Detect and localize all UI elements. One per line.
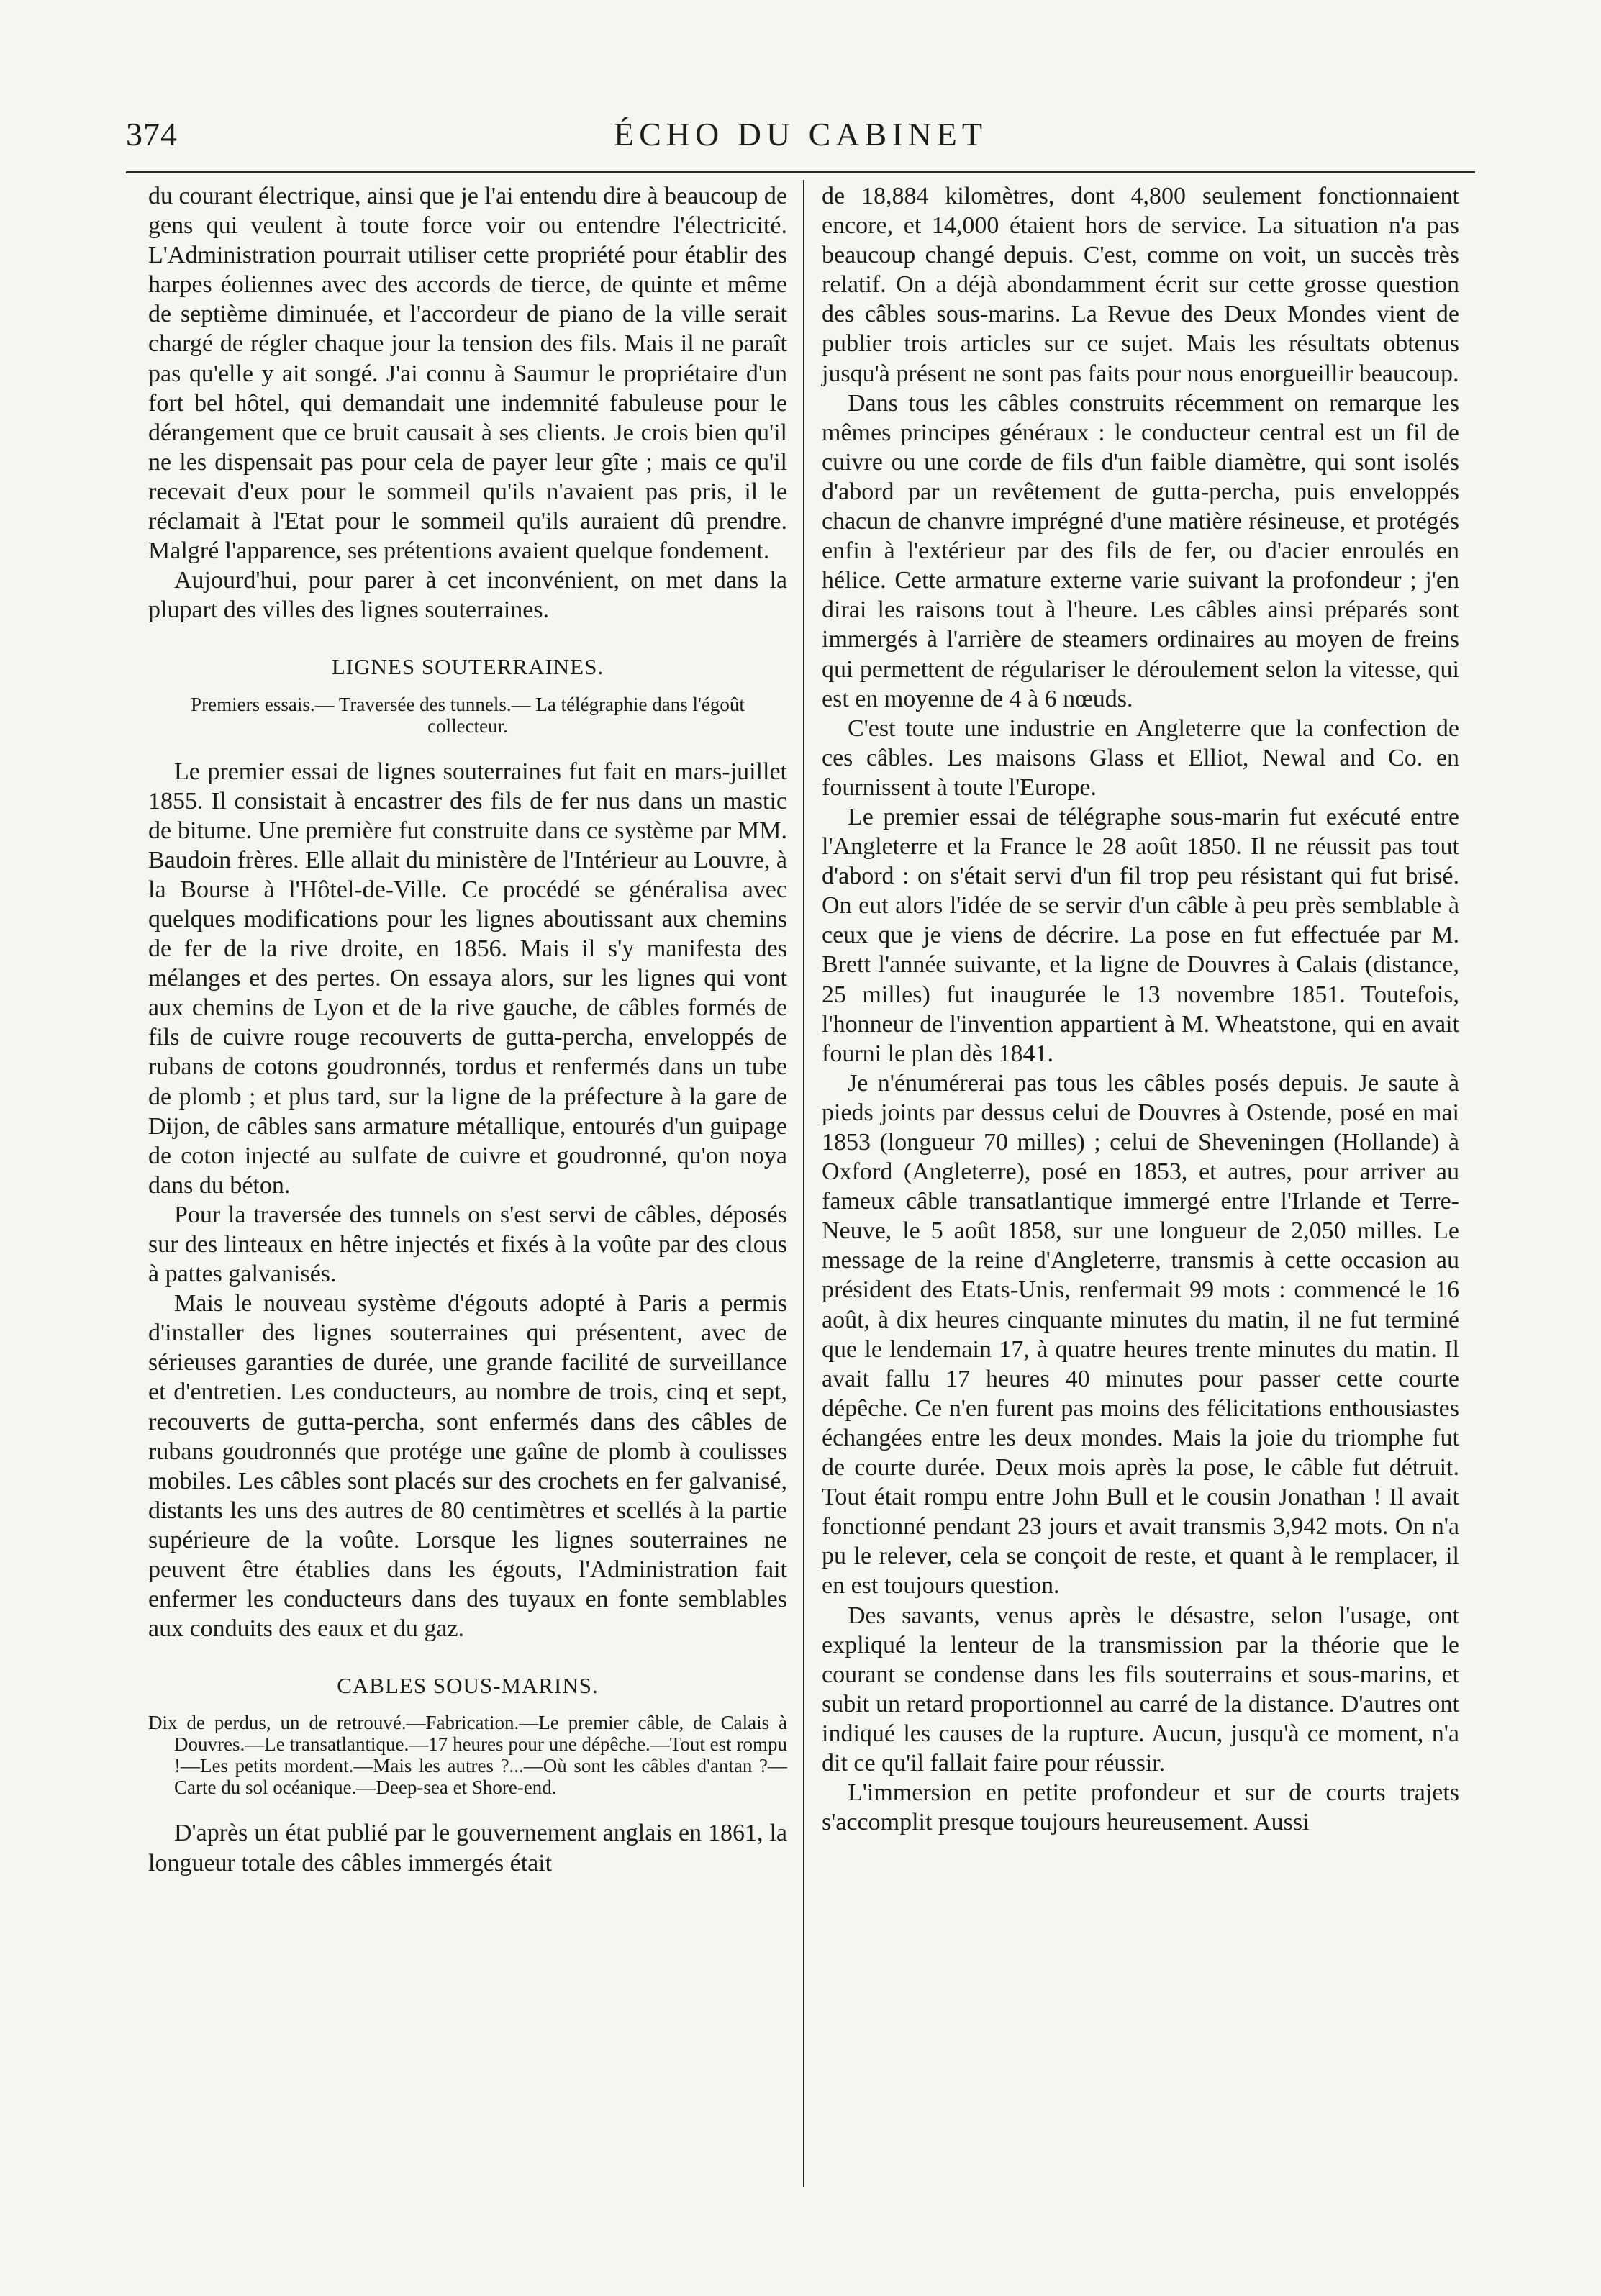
running-title: ÉCHO DU CABINET <box>614 116 987 153</box>
header-rule <box>126 171 1475 173</box>
left-column <box>148 181 787 1878</box>
paragraph: L'immersion en petite profondeur et sur de courts trajets s'accomplit presque toujours heureusement. Aussi <box>822 1779 1459 1836</box>
right-column <box>822 181 1459 1837</box>
section-title: LIGNES SOUTERRAINES. <box>331 654 604 680</box>
paragraph: Le premier essai de lignes souterraines fut fait en mars-juillet 1855. Il consistait à encastrer des fils de fer nus dans un mastic de bitume. Une première fut construite dans ce système par MM. Baudoin frères. Elle allait du ministère de l'Intérieur au Louvre, à la Bourse à l'Hôtel-de-Ville. Ce procédé se généralisa avec quelques modifications pour les lignes aboutissant aux chemins de fer de la rive droite, en 1856. Mais il s'y manifesta des mélanges et des pertes. On essaya alors, sur les lignes qui vont aux chemins de Lyon et de la rive gauche, de câbles formés de fils de cuivre rouge recouverts de gutta-percha, enveloppés de rubans de cotons goudronnés, tordus et renfermés dans un tube de plomb ; et plus tard, sur la ligne de la préfecture à la gare de Dijon, de câbles sans armature métallique, entourés d'un guipage de coton injecté au sulfate de cuivre et goudronné, qu'on noya dans du béton. <box>148 758 787 1199</box>
paragraph: Mais le nouveau système d'égouts adopté à Paris a permis d'installer des lignes souterraines qui présentent, avec de sérieuses garanties de durée, une grande facilité de surveillance et d'entretien. Les conducteurs, au nombre de trois, cinq et sept, recouverts de gutta-percha, sont enfermés dans des câbles de rubans goudronnés que protége une gaîne de plomb à coulisses mobiles. Les câbles sont placés sur des crochets en fer galvanisé, distants les uns des autres de 80 centimètres et scellés à la partie supérieure de la voûte. Lorsque les lignes souterraines ne peuvent être établies dans les égouts, l'Administration fait enfermer les conducteurs dans des tuyaux en fonte semblables aux conduits des eaux et du gaz. <box>148 1290 787 1643</box>
section-summary: Premiers essais.— Traversée des tunnels.— La télégraphie dans l'égoût collecteur. <box>191 693 745 737</box>
paragraph: C'est toute une industrie en Angleterre que la confection de ces câbles. Les maisons Glass et Elliot, Newal and Co. en fournissent à toute l'Europe. <box>822 714 1459 801</box>
page-header <box>126 108 1475 173</box>
paragraph: Le premier essai de télégraphe sous-marin fut exécuté entre l'Angleterre et la France le 28 août 1850. Il ne réussit pas tout d'abord : on s'était servi d'un fil trop peu résistant qui fut brisé. On eut alors l'idée de se servir d'un câble à peu près semblable à ceux que je viens de décrire. La pose en fut effectuée par M. Brett l'année suivante, et la ligne de Douvres à Calais (distance, 25 milles) fut inaugurée le 13 novembre 1851. Toutefois, l'honneur de l'invention appartient à M. Wheatstone, qui en avait fourni le plan dès 1841. <box>822 803 1459 1067</box>
paragraph: de 18,884 kilomètres, dont 4,800 seulement fonctionnaient encore, et 14,000 étaient hors de service. La situation n'a pas beaucoup changé depuis. C'est, comme on voit, un succès très relatif. On a déjà abondamment écrit sur cette grosse question des câbles sous-marins. La Revue des Deux Mondes vient de publier trois articles sur ce sujet. Mais les résultats obtenus jusqu'à présent ne sont pas faits pour nous enorgueillir beaucoup. <box>822 183 1459 387</box>
paragraph: Pour la traversée des tunnels on s'est servi de câbles, déposés sur des linteaux en hêtre injectés et fixés à la voûte par des clous à pattes galvanisés. <box>148 1201 787 1288</box>
paragraph: Dans tous les câbles construits récemment on remarque les mêmes principes généraux : le conducteur central est un fil de cuivre ou une corde de fils d'un faible diamètre, qui sont isolés d'abord par un revêtement de gutta-percha, puis enveloppés chacun de chanvre imprégné d'une matière résineuse, et protégés enfin à l'extérieur par des fils de fer, ou d'acier enroulés en hélice. Cette armature externe varie suivant la profondeur ; j'en dirai les raisons tout à l'heure. Les câbles ainsi préparés sont immergés à l'arrière de steamers ordinaires au moyen de freins qui permettent de régulariser le déroulement selon la vitesse, qui est en moyenne de 4 à 6 nœuds. <box>822 389 1459 712</box>
paragraph: Aujourd'hui, pour parer à cet inconvénient, on met dans la plupart des villes des lignes souterraines. <box>148 567 787 624</box>
column-divider <box>803 180 804 2187</box>
section-title: CABLES SOUS-MARINS. <box>337 1673 599 1699</box>
paragraph: du courant électrique, ainsi que je l'ai entendu dire à beaucoup de gens qui veulent à toute force voir ou entendre l'électricité. L'Administration pourrait utiliser cette propriété pour établir des harpes éoliennes avec des accords de tierce, de quinte et même de septième diminuée, et l'accordeur de piano de la ville serait chargé de régler chaque jour la tension des fils. Mais il ne paraît pas qu'elle y ait songé. J'ai connu à Saumur le propriétaire d'un fort bel hôtel, qui demandait une indemnité fabuleuse pour le dérangement que ce bruit causait à ses clients. Je crois bien qu'il ne les dispensait pas pour cela de payer leur gîte ; mais ce qu'il recevait d'eux pour le sommeil qu'ils n'avaient pas pris, il le réclamait à l'Etat pour le sommeil qu'ils auraient dû prendre. Malgré l'apparence, ses prétentions avaient quelque fondement. <box>148 183 787 565</box>
section-summary: Dix de perdus, un de retrouvé.—Fabrication.—Le premier câble, de Calais à Douvres.—Le transatlantique.—17 heures pour une dépêche.—Tout est rompu !—Les petits mordent.—Mais les autres ?...—Où sont les câbles d'antan ?—Carte du sol océanique.—Deep-sea et Shore-end. <box>148 1712 787 1799</box>
paragraph: D'après un état publié par le gouvernement anglais en 1861, la longueur totale des câbles immergés était <box>148 1820 787 1877</box>
paragraph: Je n'énumérerai pas tous les câbles posés depuis. Je saute à pieds joints par dessus celui de Douvres à Ostende, posé en mai 1853 (longueur 70 milles) ; celui de Sheveningen (Hollande) à Oxford (Angleterre), posé en 1853, et autres, pour arriver au fameux câble transatlantique immergé entre l'Irlande et Terre-Neuve, le 5 août 1858, sur une longueur de 2,050 milles. Le message de la reine d'Angleterre, transmis à cette occasion au président des Etats-Unis, renfermait 99 mots : commencé le 16 août, à dix heures cinquante minutes du matin, il ne fut terminé que le lendemain 17, à quatre heures trente minutes du matin. Il avait fallu 17 heures 40 minutes pour passer cette courte dépêche. Ce n'en furent pas moins des félicitations enthousiastes échangées entre les deux mondes. Mais la joie du triomphe fut de courte durée. Deux mois après la pose, le câble fut détruit. Tout était rompu entre John Bull et le cousin Jonathan ! Il avait fonctionné pendant 23 jours et avait transmis 3,942 mots. On n'a pu le relever, cela se conçoit de reste, et quant à le remplacer, il en est toujours question. <box>822 1069 1459 1600</box>
paragraph: Des savants, venus après le désastre, selon l'usage, ont expliqué la lenteur de la transmission par la théorie que le courant se condense dans les fils souterrains et sous-marins, et subit un retard proportionnel au carré de la distance. D'autres ont indiqué les causes de la rupture. Aucun, jusqu'à ce moment, n'a dit ce qu'il fallait faire pour réussir. <box>822 1602 1459 1777</box>
page-number: 374 <box>126 116 178 153</box>
